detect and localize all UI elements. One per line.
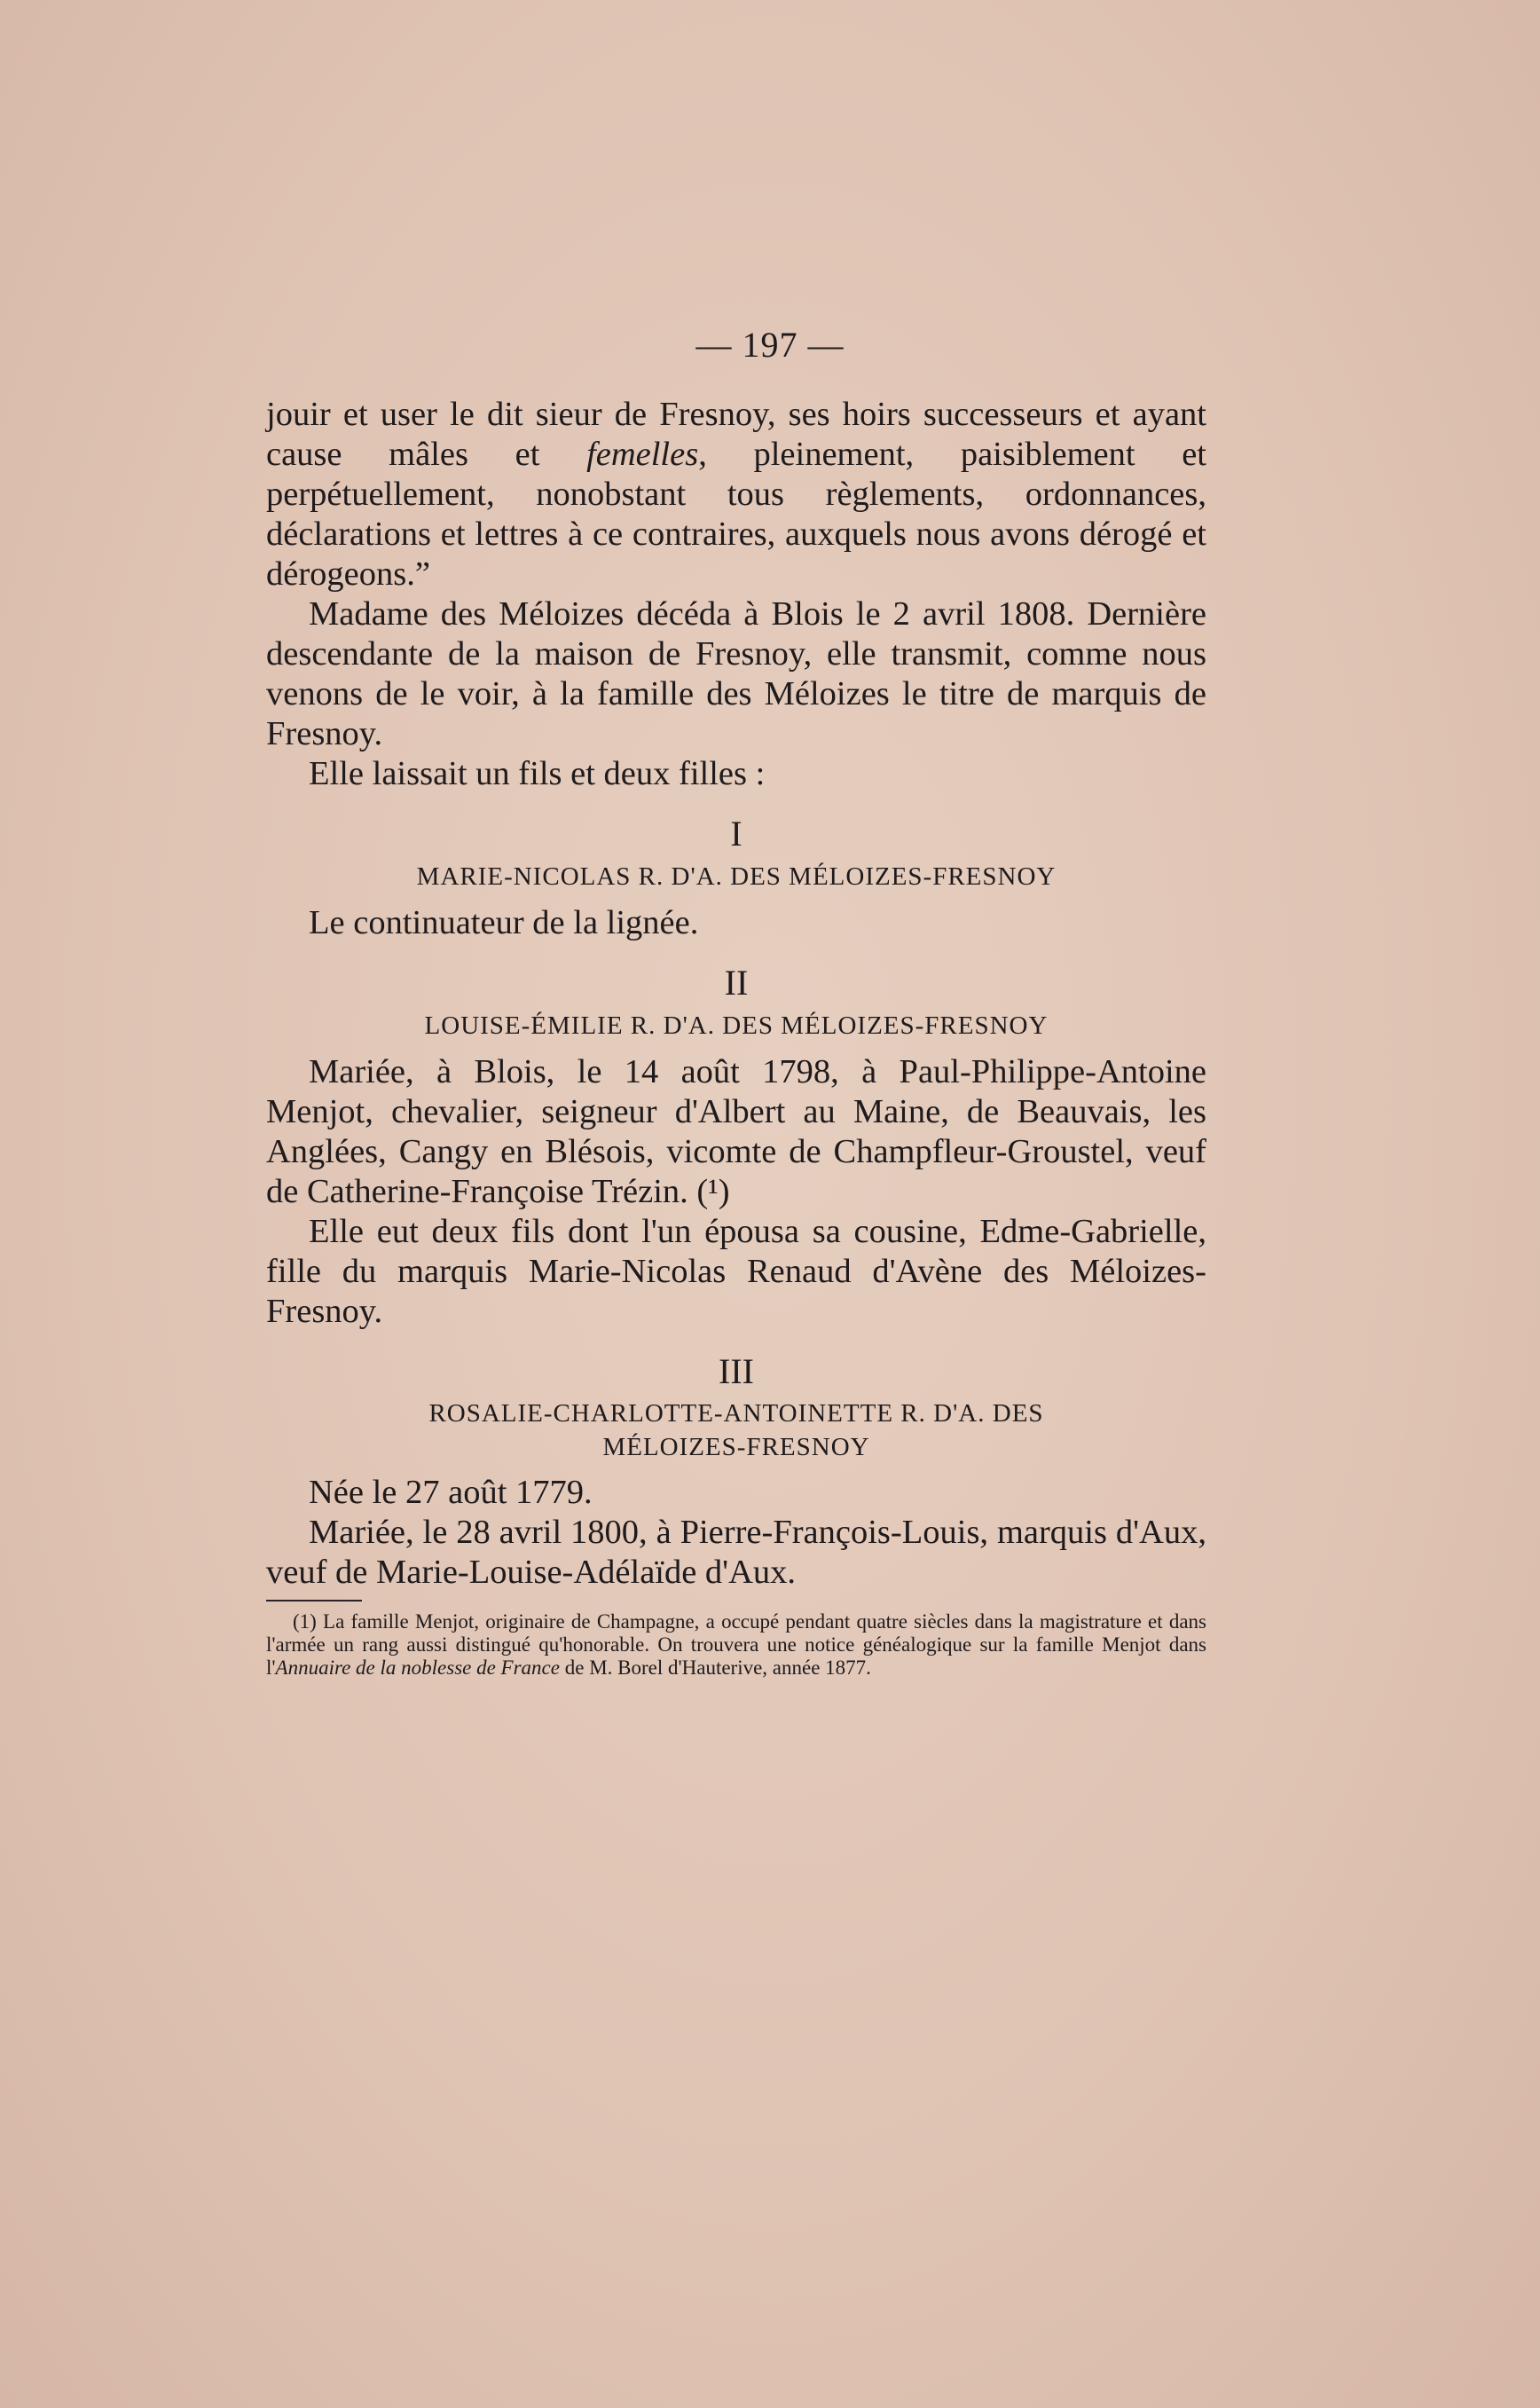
paragraph-death: Madame des Méloizes décéda à Blois le 2 avril 1808. Dernière descendante de la maison de Fresnoy, elle transmit, comme nous venons de le voir, à la famille des Méloizes le titre de marquis de Fresnoy. bbox=[266, 595, 1206, 752]
section-numeral-3: III bbox=[719, 1351, 754, 1391]
heading-line: ROSALIE-CHARLOTTE-ANTOINETTE R. D'A. DES bbox=[428, 1399, 1044, 1428]
paragraph-text: jouir et user le dit sieur de Fresnoy, ses hoirs successeurs et ayant cause mâles et bbox=[266, 396, 1206, 473]
heading-line: MÉLOIZES-FRESNOY bbox=[602, 1433, 870, 1461]
footnote-part: (1) La famille Menjot, originaire de Champagne, a occupé pendant quatre siècles dans la magistrature et dans l'armée un rang aussi distingué qu'honorable. On trouvera une notice généalogique sur la famille Menjot dans l' bbox=[266, 1610, 1206, 1679]
paragraph-text: , pleinement, paisiblement et perpétuellement, nonobstant tous règlements, ordonnances, déclarations et lettres à ce contraires, auxquels nous avons dérogé et dérogeons.” bbox=[266, 436, 1206, 593]
section-heading-3 bbox=[266, 1397, 1206, 1464]
footnote-part: de M. Borel d'Hauterive, année 1877. bbox=[559, 1656, 871, 1679]
footnote-divider bbox=[266, 1600, 362, 1601]
paragraph-quote-end bbox=[266, 395, 1206, 594]
section-text-2b: Elle eut deux fils dont l'un épousa sa cousine, Edme-Gabrielle, fille du marquis Marie-Nicolas Renaud d'Avène des Méloizes-Fresnoy. bbox=[266, 1213, 1206, 1330]
page-number: — 197 — bbox=[695, 325, 845, 365]
section-text-3a: Née le 27 août 1779. bbox=[309, 1474, 593, 1511]
section-text-2a: Mariée, à Blois, le 14 août 1798, à Paul-Philippe-Antoine Menjot, chevalier, seigneur d'Albert au Maine, de Beauvais, les Anglées, Cangy en Blésois, vicomte de Champfleur-Groustel, veuf de Catherine-Françoise Trézin. (¹) bbox=[266, 1053, 1206, 1210]
footnote-text bbox=[266, 1610, 1206, 1680]
footnote bbox=[266, 1610, 1206, 1680]
page-body bbox=[266, 395, 1206, 1680]
section-numeral-1: I bbox=[730, 814, 742, 854]
paragraph-children: Elle laissait un fils et deux filles : bbox=[309, 755, 766, 792]
section-heading-1: MARIE-NICOLAS R. D'A. DES MÉLOIZES-FRESNOY bbox=[416, 862, 1057, 891]
footnote-italic: Annuaire de la noblesse de France bbox=[275, 1656, 560, 1679]
italic-word: femelles bbox=[586, 436, 699, 473]
section-numeral-2: II bbox=[724, 963, 749, 1003]
section-heading-2: LOUISE-ÉMILIE R. D'A. DES MÉLOIZES-FRESNOY bbox=[424, 1011, 1049, 1040]
section-text-3b: Mariée, le 28 avril 1800, à Pierre-François-Louis, marquis d'Aux, veuf de Marie-Louise-Adélaïde d'Aux. bbox=[266, 1514, 1206, 1591]
section-text-1: Le continuateur de la lignée. bbox=[309, 904, 699, 941]
